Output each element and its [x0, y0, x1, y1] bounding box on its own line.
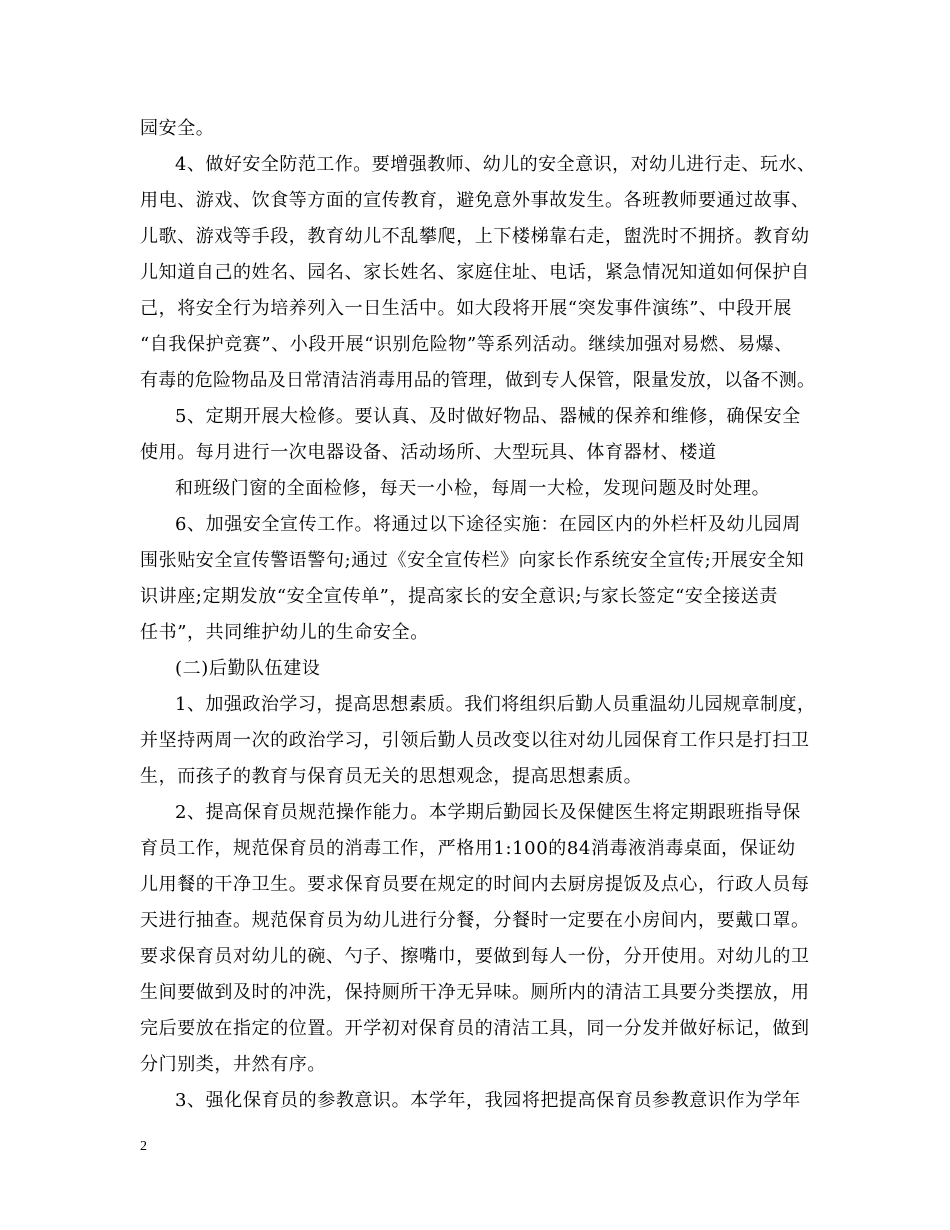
text-line: 儿歌、游戏等手段，教育幼儿不乱攀爬，上下楼梯靠右走，盥洗时不拥挤。教育幼	[140, 226, 810, 247]
page-number: 2	[140, 1139, 147, 1154]
text-line: “自我保护竞赛”、小段开展“识别危险物”等系列活动。继续加强对易燃、易爆、	[140, 334, 794, 355]
text-line: 天进行抽查。规范保育员为幼儿进行分餐，分餐时一定要在小房间内，要戴口罩。	[140, 910, 810, 931]
text-line: 4、做好安全防范工作。要增强教师、幼儿的安全意识，对幼儿进行走、玩水、	[175, 154, 816, 175]
text-line: 6、加强安全宣传工作。将通过以下途径实施：在园区内的外栏杆及幼儿园周	[175, 514, 801, 535]
text-line: 有毒的危险物品及日常清洁消毒用品的管理，做到专人保管，限量发放，以备不测。	[140, 370, 816, 391]
text-line: 1、加强政治学习，提高思想素质。我们将组织后勤人员重温幼儿园规章制度，	[175, 694, 816, 715]
text-line: 要求保育员对幼儿的碗、勺子、擦嘴巾，要做到每人一份，分开使用。对幼儿的卫	[140, 946, 810, 967]
text-line: 分门别类，井然有序。	[140, 1054, 326, 1075]
text-line: 儿知道自己的姓名、园名、家长姓名、家庭住址、电话，紧急情况知道如何保护自	[140, 262, 810, 283]
text-line: 完后要放在指定的位置。开学初对保育员的清洁工具，同一分发并做好标记，做到	[140, 1018, 810, 1039]
text-line: 用电、游戏、饮食等方面的宣传教育，避免意外事故发生。各班教师要通过故事、	[140, 190, 810, 211]
text-line: 园安全。	[140, 118, 215, 139]
text-line: 儿用餐的干净卫生。要求保育员要在规定的时间内去厨房提饭及点心，行政人员每	[140, 874, 810, 895]
text-line: 和班级门窗的全面检修，每天一小检，每周一大检，发现问题及时处理。	[175, 478, 771, 499]
text-line: 己，将安全行为培养列入一日生活中。如大段将开展“突发事件演练”、中段开展	[140, 298, 793, 319]
section-heading: (二)后勤队伍建设	[175, 658, 321, 679]
text-line: 使用。每月进行一次电器设备、活动场所、大型玩具、体育器材、楼道	[140, 442, 717, 463]
text-line: 育员工作，规范保育员的消毒工作，严格用1:100的84消毒液消毒桌面，保证幼	[140, 838, 796, 859]
text-line: 2、提高保育员规范操作能力。本学期后勤园长及保健医生将定期跟班指导保	[175, 802, 801, 823]
text-line: 生，而孩子的教育与保育员无关的思想观念，提高思想素质。	[140, 766, 643, 787]
text-line: 并坚持两周一次的政治学习，引领后勤人员改变以往对幼儿园保育工作只是打扫卫	[140, 730, 810, 751]
text-line: 生间要做到及时的冲洗，保持厕所干净无异味。厕所内的清洁工具要分类摆放，用	[140, 982, 810, 1003]
text-line: 任书”，共同维护幼儿的生命安全。	[140, 622, 429, 643]
text-line: 围张贴安全宣传警语警句;通过《安全宣传栏》向家长作系统安全宣传;开展安全知	[140, 550, 805, 571]
text-line: 5、定期开展大检修。要认真、及时做好物品、器械的保养和维修，确保安全	[175, 406, 801, 427]
text-line: 3、强化保育员的参教意识。本学年，我园将把提高保育员参教意识作为学年	[175, 1090, 801, 1111]
text-line: 识讲座;定期发放“安全宣传单”，提高家长的安全意识;与家长签定“安全接送责	[140, 586, 778, 607]
